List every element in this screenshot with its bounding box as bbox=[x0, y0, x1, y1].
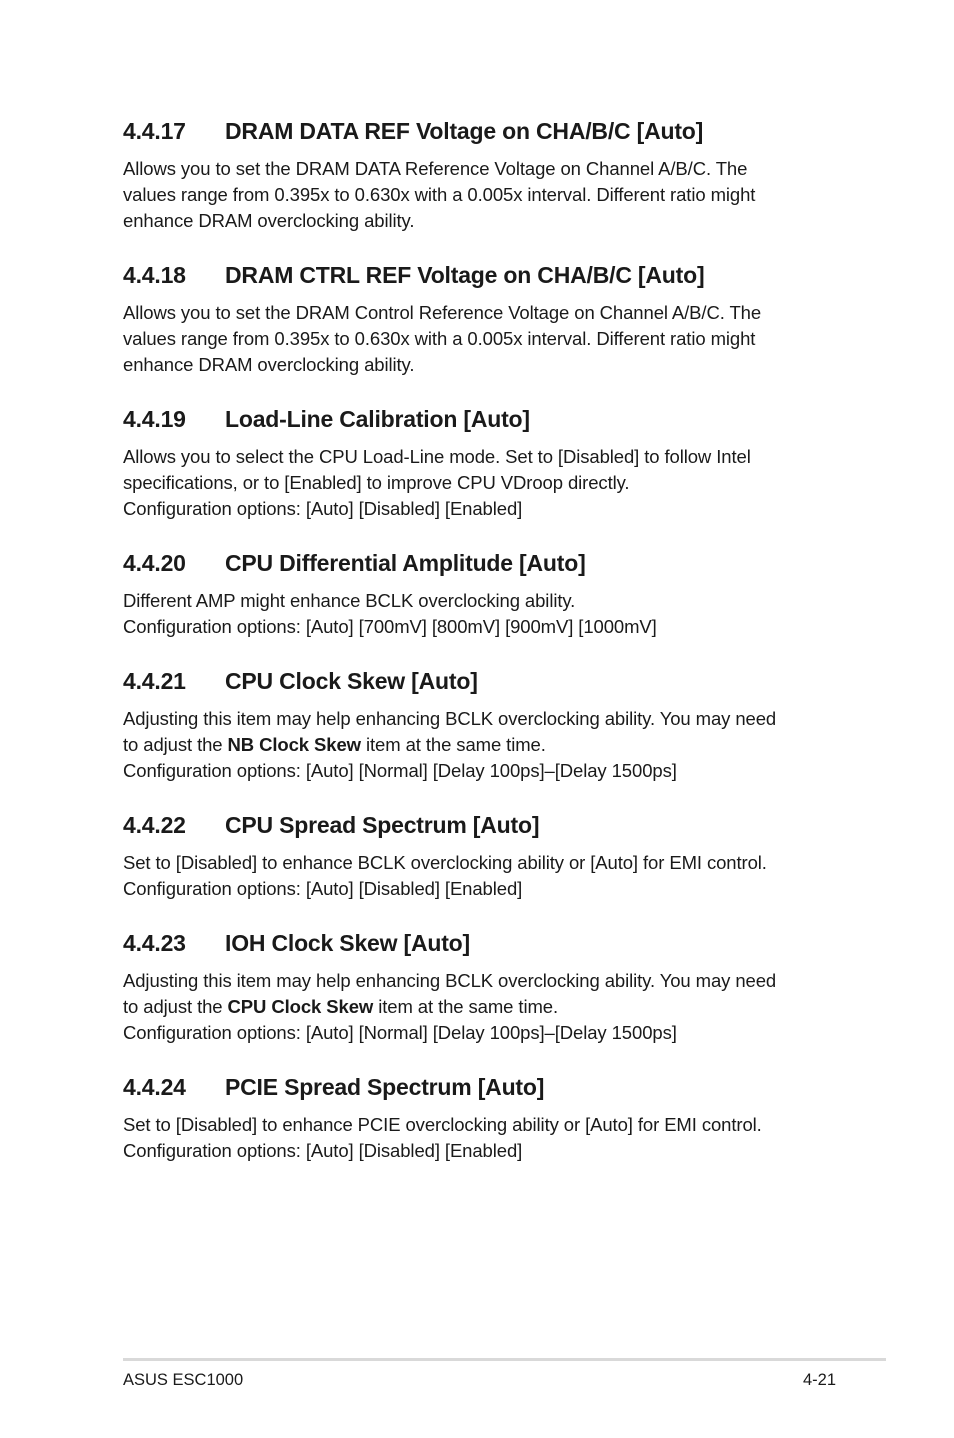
section-title: Load-Line Calibration [Auto] bbox=[225, 406, 530, 432]
item-reference: NB Clock Skew bbox=[227, 734, 361, 755]
section-4-4-18 bbox=[123, 260, 843, 378]
body-line: Adjusting this item may help enhancing BCLK overclocking ability. You may need bbox=[123, 970, 777, 991]
body-line: Set to [Disabled] to enhance PCIE overclocking ability or [Auto] for EMI control. bbox=[123, 1114, 762, 1135]
section-title: PCIE Spread Spectrum [Auto] bbox=[225, 1074, 545, 1100]
document-body bbox=[123, 116, 843, 1164]
body-line: Allows you to set the DRAM Control Reference Voltage on Channel A/B/C. The bbox=[123, 302, 762, 323]
section-4-4-21 bbox=[123, 666, 843, 784]
body-line: specifications, or to [Enabled] to improve CPU VDroop directly. bbox=[123, 472, 630, 493]
footer-divider bbox=[123, 1358, 886, 1361]
section-body bbox=[123, 968, 843, 1046]
section-body bbox=[123, 444, 843, 522]
section-number: 4.4.23 bbox=[123, 930, 186, 956]
section-title: IOH Clock Skew [Auto] bbox=[225, 930, 470, 956]
section-heading bbox=[123, 666, 843, 696]
section-title: DRAM DATA REF Voltage on CHA/B/C [Auto] bbox=[225, 118, 704, 144]
body-line: Allows you to select the CPU Load-Line mode. Set to [Disabled] to follow Intel bbox=[123, 446, 751, 467]
section-title: CPU Spread Spectrum [Auto] bbox=[225, 812, 540, 838]
section-body bbox=[123, 1112, 843, 1164]
section-title: CPU Differential Amplitude [Auto] bbox=[225, 550, 586, 576]
body-line-post: item at the same time. bbox=[373, 996, 558, 1017]
section-body bbox=[123, 706, 843, 784]
section-number: 4.4.19 bbox=[123, 406, 186, 432]
body-line-pre: to adjust the bbox=[123, 996, 228, 1017]
body-line-post: item at the same time. bbox=[360, 734, 546, 755]
section-title: DRAM CTRL REF Voltage on CHA/B/C [Auto] bbox=[225, 262, 705, 288]
section-body bbox=[123, 156, 843, 234]
section-number: 4.4.17 bbox=[123, 118, 186, 144]
body-line: Configuration options: [Auto] [Disabled] [Enabled] bbox=[123, 498, 523, 519]
footer-product-name: ASUS ESC1000 bbox=[123, 1371, 244, 1389]
section-4-4-22 bbox=[123, 810, 843, 902]
body-line: Configuration options: [Auto] [Normal] [Delay 100ps]–[Delay 1500ps] bbox=[123, 760, 677, 781]
body-line: enhance DRAM overclocking ability. bbox=[123, 354, 415, 375]
section-heading bbox=[123, 1072, 843, 1102]
body-line: Configuration options: [Auto] [700mV] [800mV] [900mV] [1000mV] bbox=[123, 616, 657, 637]
body-line: Adjusting this item may help enhancing BCLK overclocking ability. You may need bbox=[123, 708, 777, 729]
section-title: CPU Clock Skew [Auto] bbox=[225, 668, 478, 694]
section-number: 4.4.18 bbox=[123, 262, 186, 288]
section-4-4-24 bbox=[123, 1072, 843, 1164]
body-line: enhance DRAM overclocking ability. bbox=[123, 210, 415, 231]
section-body bbox=[123, 850, 843, 902]
section-4-4-20 bbox=[123, 548, 843, 640]
item-reference: CPU Clock Skew bbox=[227, 996, 374, 1017]
section-number: 4.4.24 bbox=[123, 1074, 186, 1100]
body-line: Different AMP might enhance BCLK overclocking ability. bbox=[123, 590, 576, 611]
section-number: 4.4.21 bbox=[123, 668, 186, 694]
section-number: 4.4.20 bbox=[123, 550, 186, 576]
section-body bbox=[123, 300, 843, 378]
section-heading bbox=[123, 810, 843, 840]
footer-page-number: 4-21 bbox=[802, 1371, 836, 1389]
body-line: Configuration options: [Auto] [Disabled] [Enabled] bbox=[123, 878, 523, 899]
body-line: Configuration options: [Auto] [Normal] [Delay 100ps]–[Delay 1500ps] bbox=[123, 1022, 677, 1043]
section-heading bbox=[123, 548, 843, 578]
section-heading bbox=[123, 404, 843, 434]
body-line-pre: to adjust the bbox=[123, 734, 228, 755]
body-line: Configuration options: [Auto] [Disabled] [Enabled] bbox=[123, 1140, 523, 1161]
section-4-4-17 bbox=[123, 116, 843, 234]
body-line: Allows you to set the DRAM DATA Reference Voltage on Channel A/B/C. The bbox=[123, 158, 748, 179]
section-heading bbox=[123, 116, 843, 146]
body-line: values range from 0.395x to 0.630x with a 0.005x interval. Different ratio might bbox=[123, 328, 756, 349]
section-heading bbox=[123, 928, 843, 958]
body-line: values range from 0.395x to 0.630x with a 0.005x interval. Different ratio might bbox=[123, 184, 756, 205]
section-heading bbox=[123, 260, 843, 290]
section-4-4-23 bbox=[123, 928, 843, 1046]
section-body bbox=[123, 588, 843, 640]
body-line: Set to [Disabled] to enhance BCLK overclocking ability or [Auto] for EMI control. bbox=[123, 852, 767, 873]
section-4-4-19 bbox=[123, 404, 843, 522]
section-number: 4.4.22 bbox=[123, 812, 186, 838]
